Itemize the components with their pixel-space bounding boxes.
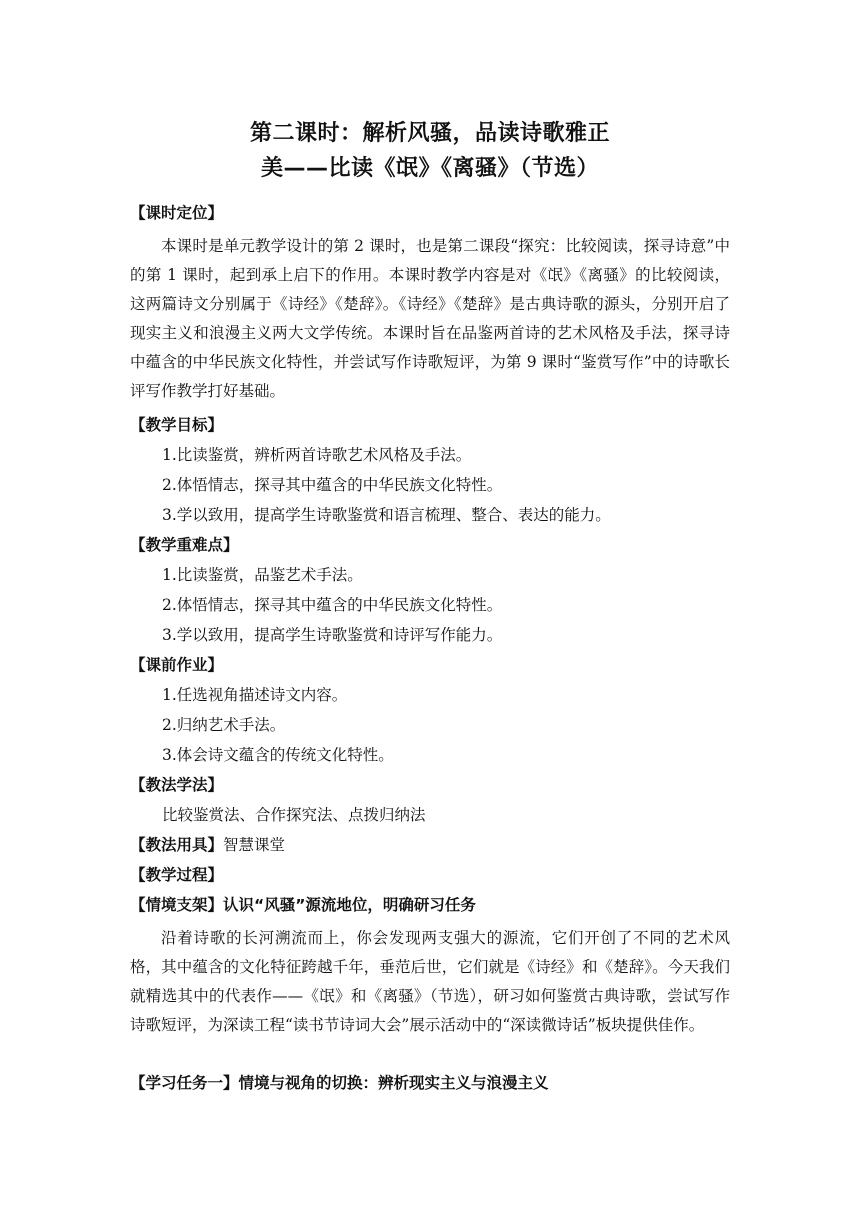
heading-label: 【教法学法】 [130, 776, 224, 794]
page-title-line-1: 第二课时：解析风骚，品读诗歌雅正 [249, 121, 610, 146]
section-heading-tools [130, 830, 730, 860]
keypoint-item: 2.体悟情志，探寻其中蕴含的中华民族文化特性。 [162, 596, 503, 614]
heading-label: 【教学目标】 [130, 416, 224, 434]
section-heading-task1 [130, 1068, 730, 1098]
section-heading-process [130, 860, 730, 890]
spacer [130, 1044, 730, 1068]
keypoint-item: 1.比读鉴赏，品鉴艺术手法。 [162, 566, 363, 584]
keypoint-item: 3.学以致用，提高学生诗歌鉴赏和诗评写作能力。 [162, 626, 503, 644]
heading-label: 【教学重难点】 [130, 536, 239, 554]
heading-label: 【学习任务一】 [130, 1074, 239, 1092]
scenario-subtitle: 认识“风骚”源流地位，明确研习任务 [223, 896, 476, 914]
section-heading-keypoints [130, 530, 730, 560]
positioning-paragraph: 本课时是单元教学设计的第 2 课时，也是第二课段“探究：比较阅读，探寻诗意”中的第 1 课时，起到承上启下的作用。本课时教学内容是对《氓》《离骚》的比较阅读，这两篇诗文分别属于《诗经》《楚辞》。《诗经》《楚辞》是古典诗歌的源头，分别开启了现实主义和浪漫主义两大文学传统。本课时旨在品鉴两首诗的艺术风格及手法，探寻诗中蕴含的中华民族文化特性，并尝试写作诗歌短评，为第 9 课时“鉴赏写作”中的诗歌长评写作教学打好基础。 [130, 237, 730, 400]
section-heading-scenario [130, 890, 730, 920]
objective-item: 3.学以致用，提高学生诗歌鉴赏和语言梳理、整合、表达的能力。 [162, 506, 611, 524]
section-heading-homework [130, 650, 730, 680]
heading-label: 【情境支架】 [130, 896, 224, 914]
task1-subtitle: 情境与视角的切换：辨析现实主义与浪漫主义 [238, 1074, 549, 1092]
heading-label: 【教法用具】 [130, 836, 224, 854]
section-heading-positioning [130, 198, 730, 228]
methods-text: 比较鉴赏法、合作探究法、点拨归纳法 [162, 806, 426, 824]
document-body [130, 198, 730, 1098]
tools-text: 智慧课堂 [223, 836, 286, 854]
homework-item: 1.任选视角描述诗文内容。 [162, 686, 348, 704]
objective-item: 2.体悟情志，探寻其中蕴含的中华民族文化特性。 [162, 476, 503, 494]
homework-item: 2.归纳艺术手法。 [162, 716, 286, 734]
scenario-paragraph: 沿着诗歌的长河溯流而上，你会发现两支强大的源流，它们开创了不同的艺术风格，其中蕴含的文化特征跨越千年，垂范后世，它们就是《诗经》和《楚辞》。今天我们就精选其中的代表作——《氓》和《离骚》（节选），研习如何鉴赏古典诗歌，尝试写作诗歌短评，为深读工程“读书节诗词大会”展示活动中的“深读微诗话”板块提供佳作。 [130, 929, 730, 1034]
page-title-line-2: 美——比读《氓》《离骚》（节选） [260, 156, 599, 181]
objective-item: 1.比读鉴赏，辨析两首诗歌艺术风格及手法。 [162, 446, 472, 464]
homework-item: 3.体会诗文蕴含的传统文化特性。 [162, 746, 394, 764]
heading-label: 【教学过程】 [130, 866, 224, 884]
heading-label: 【课前作业】 [130, 656, 224, 674]
heading-label: 【课时定位】 [130, 204, 224, 222]
section-heading-objectives [130, 410, 730, 440]
section-heading-methods [130, 770, 730, 800]
